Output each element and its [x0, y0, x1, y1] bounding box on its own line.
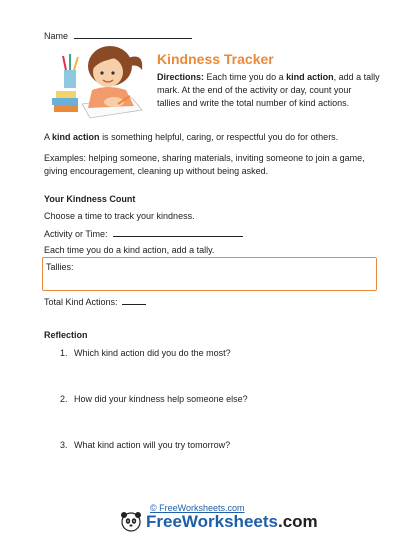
activity-blank-line[interactable] [113, 227, 243, 237]
page-title: Kindness Tracker [157, 51, 274, 67]
examples-line-2: giving encouragement, cleaning up without being asked. [44, 166, 269, 176]
tally-instruction: Each time you do a kind action, add a tally. [44, 245, 215, 255]
directions-label: Directions: [157, 72, 205, 82]
directions-text-bold: kind action [286, 72, 334, 82]
brand-logo[interactable] [146, 512, 318, 532]
total-label: Total Kind Actions: [44, 297, 118, 307]
directions-line-1 [157, 71, 380, 83]
examples-line-1: Examples: helping someone, sharing materials, inviting someone to join a game, [44, 153, 365, 163]
tallies-label: Tallies: [46, 262, 74, 272]
activity-label: Activity or Time: [44, 229, 108, 239]
brand-domain: .com [277, 512, 318, 531]
copyright-link[interactable]: © FreeWorksheets.com [150, 503, 245, 513]
directions-text-pre: Each time you do a [206, 72, 284, 82]
panda-icon [120, 510, 142, 532]
directions-line-2: mark. At the end of the activity or day, count your [157, 85, 352, 95]
reflection-question-3 [60, 439, 230, 451]
question-number: 3. [60, 440, 68, 450]
directions-text-post: , add a tally [333, 72, 380, 82]
reflection-question-1 [60, 347, 231, 359]
reflection-question-2 [60, 393, 248, 405]
brand-name: FreeWorksheets [146, 512, 278, 531]
reflection-heading: Reflection [44, 330, 88, 340]
question-text: How did your kindness help someone else? [74, 394, 248, 404]
question-text: What kind action will you try tomorrow? [74, 440, 231, 450]
directions-line-3: tallies and write the total number of kind actions. [157, 98, 350, 108]
name-label: Name [44, 31, 69, 41]
girl-writing-illustration [52, 40, 152, 126]
definition-text [44, 131, 338, 143]
question-number: 1. [60, 348, 68, 358]
activity-field [44, 227, 243, 240]
question-text: Which kind action did you do the most? [74, 348, 231, 358]
definition-bold: kind action [52, 132, 100, 142]
total-field [44, 295, 146, 308]
question-number: 2. [60, 394, 68, 404]
count-section-heading: Your Kindness Count [44, 194, 136, 204]
definition-pre: A [44, 132, 50, 142]
total-blank-line[interactable] [122, 295, 146, 305]
definition-post: is something helpful, caring, or respectful you do for others. [102, 132, 339, 142]
name-blank-line[interactable] [74, 29, 192, 39]
tallies-box[interactable] [42, 257, 377, 291]
count-instruction: Choose a time to track your kindness. [44, 211, 195, 221]
